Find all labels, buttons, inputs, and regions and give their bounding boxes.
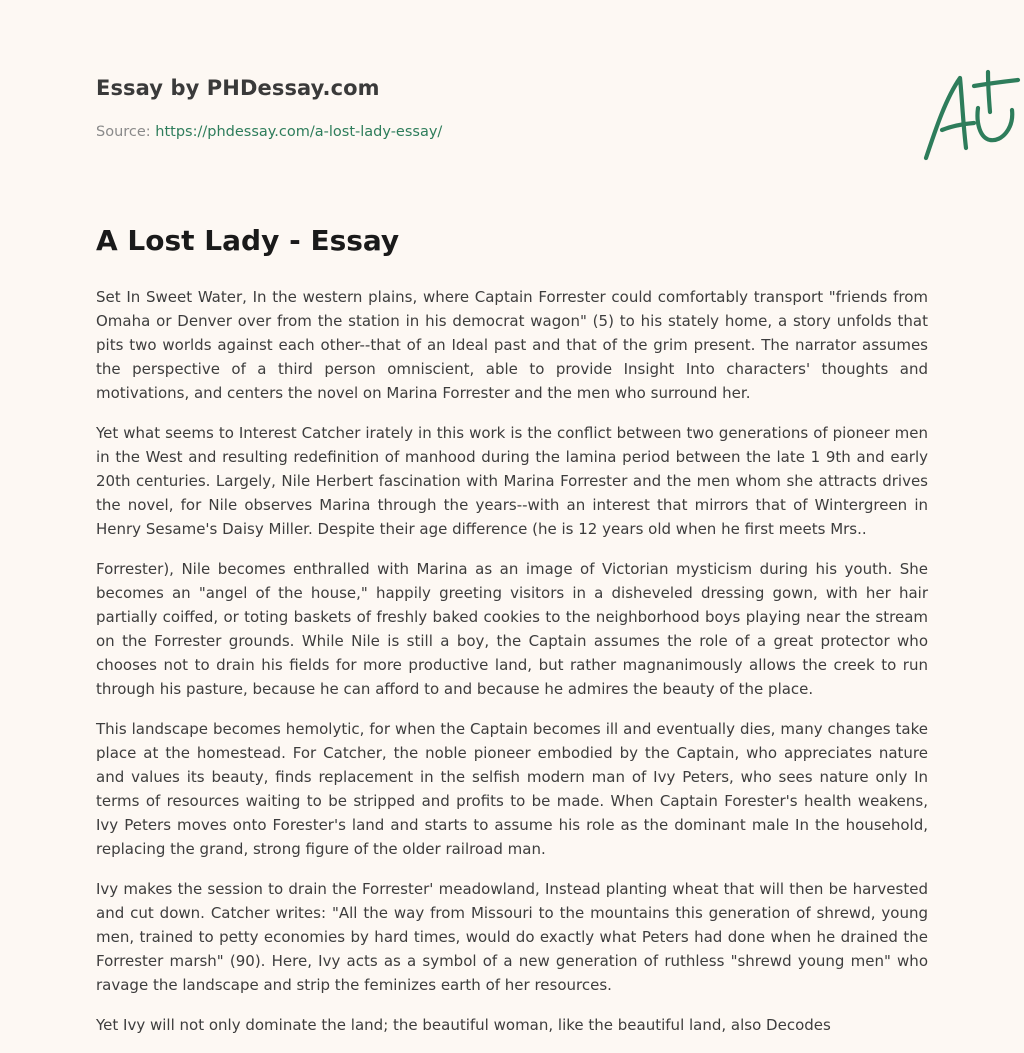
essay-paragraph: Ivy makes the session to drain the Forrester' meadowland, Instead planting wheat that will then be harvested and cut down. Catcher writes: "All the way from Missouri to the mountains this generation of shrewd, young men, trained to petty economies by hard times, would do exactly what Peters had done when he drained the Forrester marsh" (90). Here, Ivy acts as a symbol of a new generation of ruthless "shrewd young men" who ravage the landscape and strip the feminizes earth of her resources. [96, 880, 928, 994]
essay-paragraph: Forrester), Nile becomes enthralled with Marina as an image of Victorian mysticism during his youth. She becomes an "angel of the house," happily greeting visitors in a disheveled dressing gown, with her hair partially coiffed, or toting baskets of freshly baked cookies to the neighborhood boys playing near the stream on the Forrester grounds. While Nile is still a boy, the Captain assumes the role of a great protector who chooses not to drain his fields for more productive land, but rather magnanimously allows the creek to run through his pasture, because he can afford to and because he admires the beauty of the place. [96, 560, 928, 698]
essay-paragraph: Yet Ivy will not only dominate the land; the beautiful woman, like the beautiful land, also Decodes [96, 1016, 831, 1034]
essay-paragraph: This landscape becomes hemolytic, for when the Captain becomes ill and eventually dies, many changes take place at the homestead. For Catcher, the noble pioneer embodied by the Captain, who appreciates nature and values its beauty, finds replacement in the selfish modern man of Ivy Peters, who sees nature only In terms of resources waiting to be stripped and profits to be made. When Captain Forester's health weakens, Ivy Peters moves onto Forester's land and starts to assume his role as the dominant male In the household, replacing the grand, strong figure of the older railroad man. [96, 720, 928, 858]
essay-body [96, 285, 928, 1053]
source-link[interactable]: https://phdessay.com/a-lost-lady-essay/ [155, 124, 443, 140]
essay-paragraph: Yet what seems to Interest Catcher irately in this work is the conflict between two generations of pioneer men in the West and resulting redefinition of manhood during the lamina period between the late 1 9th and early 20th centuries. Largely, Nile Herbert fascination with Marina Forrester and the men whom she attracts drives the novel, for Nile observes Marina through the years--with an interest that mirrors that of Wintergreen in Henry Sesame's Daisy Miller. Despite their age difference (he is 12 years old when he first meets Mrs.. [96, 424, 928, 538]
source-label: Source: [96, 124, 151, 140]
essay-title: A Lost Lady - Essay [96, 224, 400, 257]
a-plus-grade-icon [922, 68, 1022, 164]
source-line [96, 124, 442, 140]
site-brand: Essay by PHDessay.com [96, 76, 380, 100]
essay-paragraph: Set In Sweet Water, In the western plains, where Captain Forrester could comfortably transport "friends from Omaha or Denver over from the station in his democrat wagon" (5) to his stately home, a story unfolds that pits two worlds against each other--that of an Ideal past and that of the grim present. The narrator assumes the perspective of a third person omniscient, able to provide Insight Into characters' thoughts and motivations, and centers the novel on Marina Forrester and the men who surround her. [96, 288, 928, 402]
